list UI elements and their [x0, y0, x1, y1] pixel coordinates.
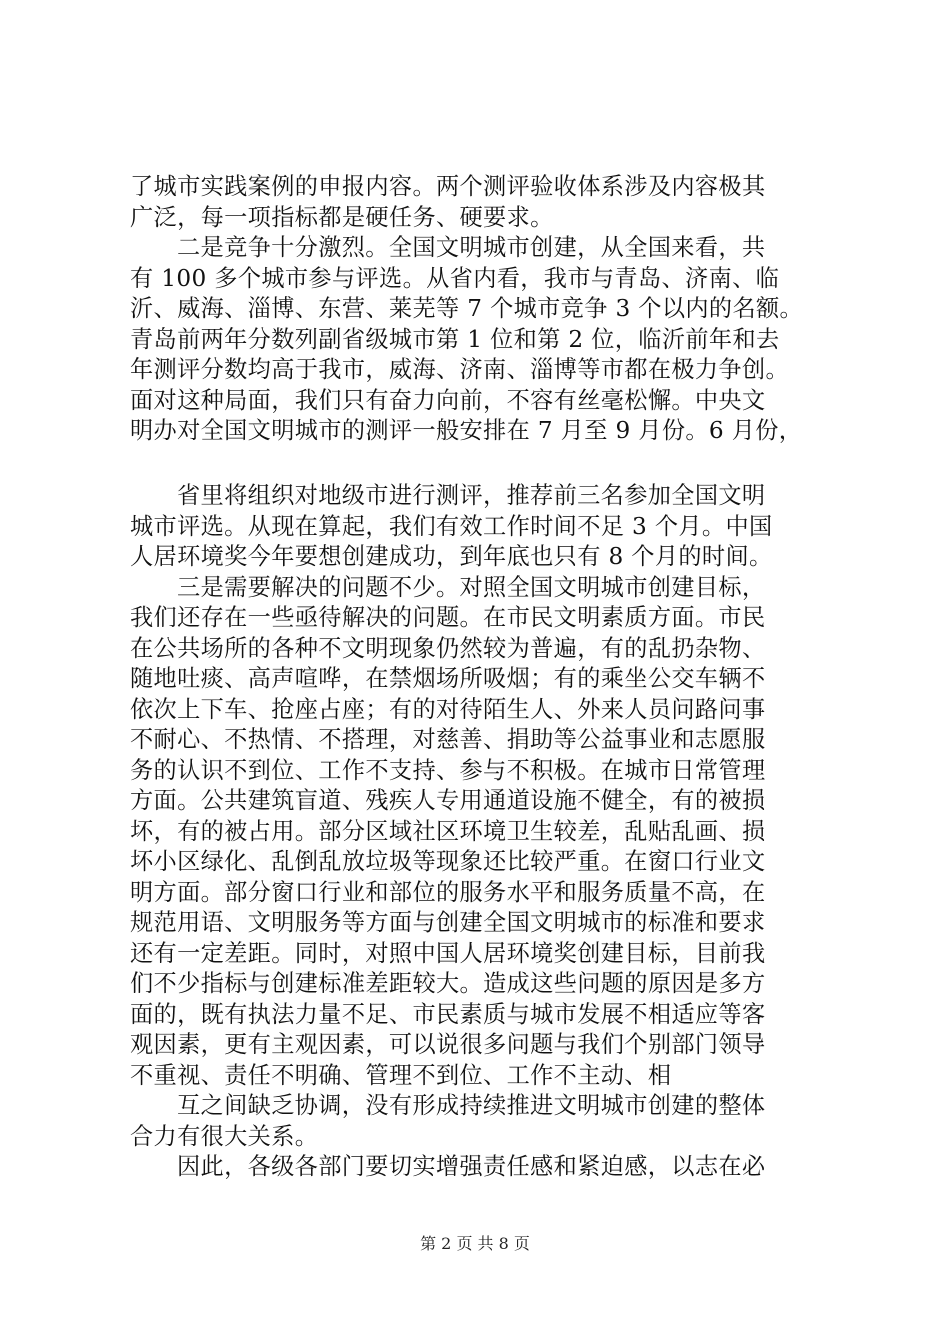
text-line: 沂、威海、淄博、东营、莱芜等 7 个城市竞争 3 个以内的名额。 — [130, 295, 804, 322]
text-line: 人居环境奖今年要想创建成功，到年底也只有 8 个月的时间。 — [130, 543, 773, 570]
text-line: 们不少指标与创建标准差距较大。造成这些问题的原因是多方 — [130, 970, 766, 997]
paragraph-start-line: 二是竞争十分激烈。全国文明城市创建，从全国来看，共 — [177, 234, 766, 261]
text-line: 还有一定差距。同时，对照中国人居环境奖创建目标，目前我 — [130, 939, 766, 967]
text-line: 坏，有的被占用。部分区域社区环境卫生较差，乱贴乱画、损 — [130, 817, 766, 845]
paragraph-start-line: 三是需要解决的问题不少。对照全国文明城市创建目标， — [177, 573, 766, 601]
text-line: 方面。公共建筑盲道、残疾人专用通道设施不健全，有的被损 — [130, 787, 766, 814]
text-line: 明办对全国文明城市的测评一般安排在 7 月至 9 月份。6 月份， — [130, 417, 803, 444]
text-line: 面对这种局面，我们只有奋力向前，不容有丝毫松懈。中央文 — [130, 386, 766, 414]
text-line: 观因素，更有主观因素，可以说很多问题与我们个别部门领导 — [130, 1031, 766, 1058]
paragraph-start-line: 互之间缺乏协调，没有形成持续推进文明城市创建的整体 — [177, 1092, 766, 1119]
text-line: 依次上下车、抢座占座；有的对待陌生人、外来人员问路问事 — [130, 695, 766, 723]
text-line: 广泛，每一项指标都是硬任务、硬要求。 — [130, 203, 554, 231]
text-line: 青岛前两年分数列副省级城市第 1 位和第 2 位，临沂前年和去 — [130, 325, 780, 353]
paragraph-start-line: 因此，各级各部门要切实增强责任感和紧迫感，以志在必 — [177, 1153, 766, 1180]
text-line: 随地吐痰、高声喧哗，在禁烟场所吸烟；有的乘坐公交车辆不 — [130, 665, 766, 692]
text-line: 面的，既有执法力量不足、市民素质与城市发展不相适应等客 — [130, 1000, 766, 1028]
text-line: 不耐心、不热情、不搭理，对慈善、捐助等公益事业和志愿服 — [130, 726, 766, 753]
text-line: 我们还存在一些亟待解决的问题。在市民文明素质方面。市民 — [130, 604, 766, 631]
paragraph-start-line: 省里将组织对地级市进行测评，推荐前三名参加全国文明 — [177, 482, 766, 509]
text-line: 不重视、责任不明确、管理不到位、工作不主动、相 — [130, 1061, 672, 1089]
page-number-footer: 第 2 页 共 8 页 — [420, 1234, 530, 1253]
text-line: 合力有很大关系。 — [130, 1122, 319, 1150]
text-line: 在公共场所的各种不文明现象仍然较为普遍，有的乱扔杂物、 — [130, 634, 766, 662]
text-line: 城市评选。从现在算起，我们有效工作时间不足 3 个月。中国 — [130, 512, 773, 540]
text-block-upper — [130, 172, 850, 447]
text-block-lower — [130, 481, 850, 1183]
text-line: 务的认识不到位、工作不支持、参与不积极。在城市日常管理 — [130, 756, 766, 784]
text-line: 有 100 多个城市参与评选。从省内看，我市与青岛、济南、临 — [130, 264, 780, 292]
text-line: 规范用语、文明服务等方面与创建全国文明城市的标准和要求 — [130, 909, 766, 936]
text-line: 了城市实践案例的申报内容。两个测评验收体系涉及内容极其 — [130, 173, 766, 200]
text-line: 坏小区绿化、乱倒乱放垃圾等现象还比较严重。在窗口行业文 — [130, 848, 766, 875]
text-line: 年测评分数均高于我市，威海、济南、淄博等市都在极力争创。 — [130, 356, 790, 383]
text-line: 明方面。部分窗口行业和部位的服务水平和服务质量不高，在 — [130, 878, 766, 906]
